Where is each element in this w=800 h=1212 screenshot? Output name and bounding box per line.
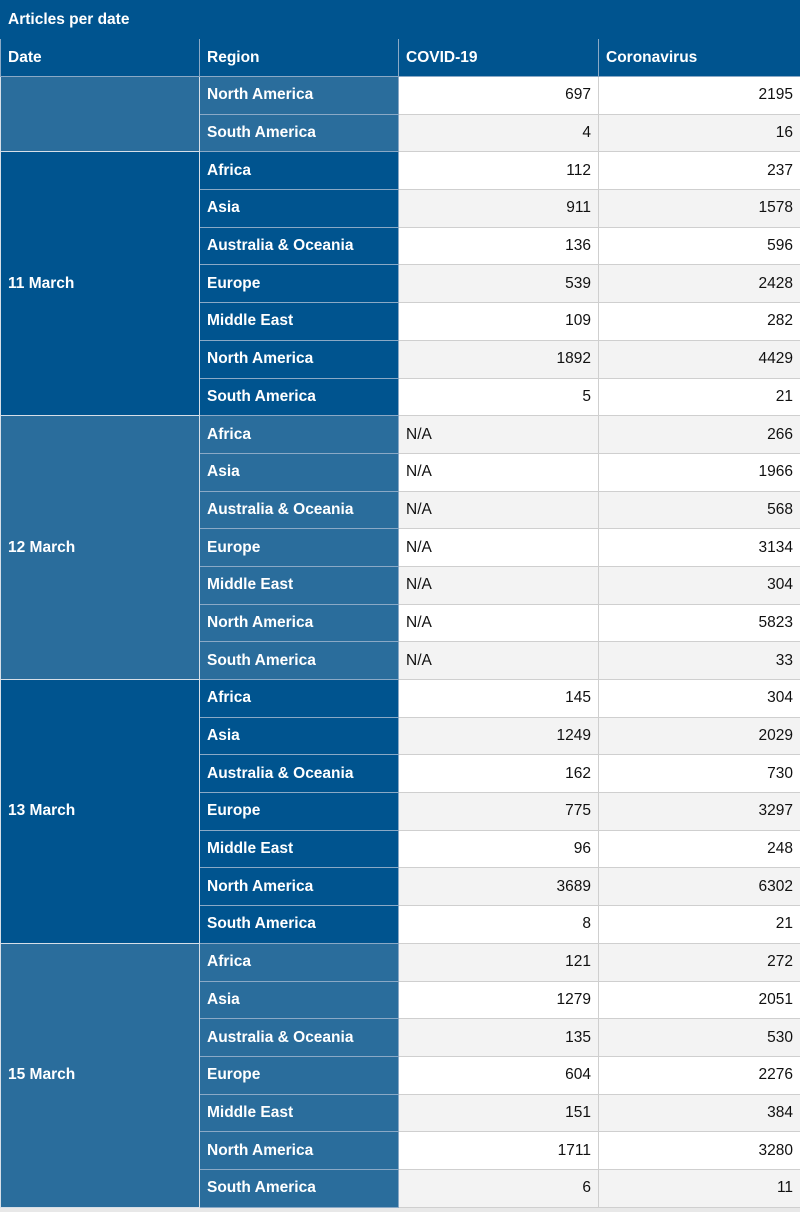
covid-19-count-cell: 1711 — [399, 1132, 599, 1170]
covid-19-count-cell: 604 — [399, 1056, 599, 1094]
coronavirus-count-cell: 6302 — [599, 868, 800, 906]
table-title: Articles per date — [1, 1, 800, 39]
covid-19-count-cell: N/A — [399, 566, 599, 604]
region-cell: North America — [200, 340, 399, 378]
coronavirus-count-cell: 1966 — [599, 453, 800, 491]
coronavirus-count-cell: 16 — [599, 114, 800, 152]
region-cell: South America — [200, 1169, 399, 1207]
coronavirus-count-cell: 304 — [599, 566, 800, 604]
covid-19-count-cell: N/A — [399, 529, 599, 567]
region-cell: Europe — [200, 265, 399, 303]
region-cell: North America — [200, 604, 399, 642]
coronavirus-count-cell: 2051 — [599, 981, 800, 1019]
covid-19-count-cell: 697 — [399, 77, 599, 115]
region-cell: Africa — [200, 152, 399, 190]
coronavirus-count-cell: 3134 — [599, 529, 800, 567]
covid-19-count-cell: 1249 — [399, 717, 599, 755]
coronavirus-count-cell: 21 — [599, 378, 800, 416]
region-cell: Asia — [200, 717, 399, 755]
column-header-coronavirus[interactable]: Coronavirus — [599, 39, 800, 77]
covid-19-count-cell: 1892 — [399, 340, 599, 378]
region-cell: Europe — [200, 793, 399, 831]
coronavirus-count-cell: 2276 — [599, 1056, 800, 1094]
date-cell: 12 March — [1, 416, 200, 680]
coronavirus-count-cell: 596 — [599, 227, 800, 265]
coronavirus-count-cell: 248 — [599, 830, 800, 868]
region-cell: Middle East — [200, 830, 399, 868]
covid-19-count-cell: 1279 — [399, 981, 599, 1019]
region-cell: Europe — [200, 1056, 399, 1094]
coronavirus-count-cell: 33 — [599, 642, 800, 680]
covid-19-count-cell: N/A — [399, 604, 599, 642]
covid-19-count-cell: 121 — [399, 943, 599, 981]
region-cell: North America — [200, 77, 399, 115]
table-row — [1, 943, 800, 981]
region-cell: Middle East — [200, 303, 399, 341]
table-row — [1, 77, 800, 115]
region-cell: South America — [200, 642, 399, 680]
covid-19-count-cell: 775 — [399, 793, 599, 831]
region-cell: Africa — [200, 943, 399, 981]
coronavirus-count-cell: 266 — [599, 416, 800, 454]
covid-19-count-cell: 96 — [399, 830, 599, 868]
coronavirus-count-cell: 282 — [599, 303, 800, 341]
region-cell: South America — [200, 378, 399, 416]
region-cell: Middle East — [200, 566, 399, 604]
covid-19-count-cell: N/A — [399, 453, 599, 491]
covid-19-count-cell: 136 — [399, 227, 599, 265]
date-cell: 11 March — [1, 152, 200, 416]
date-cell — [1, 77, 200, 152]
covid-19-count-cell: 112 — [399, 152, 599, 190]
covid-19-count-cell: 3689 — [399, 868, 599, 906]
region-cell: Africa — [200, 680, 399, 718]
region-cell: Australia & Oceania — [200, 755, 399, 793]
region-cell: South America — [200, 906, 399, 944]
coronavirus-count-cell: 1578 — [599, 190, 800, 228]
column-header-date[interactable]: Date — [1, 39, 200, 77]
date-cell: 13 March — [1, 680, 200, 944]
covid-19-count-cell: 162 — [399, 755, 599, 793]
coronavirus-count-cell: 3297 — [599, 793, 800, 831]
region-cell: North America — [200, 868, 399, 906]
covid-19-count-cell: 109 — [399, 303, 599, 341]
region-cell: Australia & Oceania — [200, 227, 399, 265]
region-cell: Europe — [200, 529, 399, 567]
table-header-row — [1, 39, 800, 77]
region-cell: Africa — [200, 416, 399, 454]
coronavirus-count-cell: 272 — [599, 943, 800, 981]
covid-19-count-cell: N/A — [399, 416, 599, 454]
coronavirus-count-cell: 2195 — [599, 77, 800, 115]
covid-19-count-cell: 8 — [399, 906, 599, 944]
coronavirus-count-cell: 2029 — [599, 717, 800, 755]
coronavirus-count-cell: 21 — [599, 906, 800, 944]
covid-19-count-cell: 5 — [399, 378, 599, 416]
region-cell: Australia & Oceania — [200, 491, 399, 529]
region-cell: North America — [200, 1132, 399, 1170]
column-header-region[interactable]: Region — [200, 39, 399, 77]
covid-19-count-cell: N/A — [399, 491, 599, 529]
covid-19-count-cell: 4 — [399, 114, 599, 152]
coronavirus-count-cell: 304 — [599, 680, 800, 718]
table-title-row — [1, 1, 800, 39]
coronavirus-count-cell: 730 — [599, 755, 800, 793]
table-row — [1, 152, 800, 190]
covid-19-count-cell: 151 — [399, 1094, 599, 1132]
table-bottom-divider — [0, 1208, 800, 1212]
region-cell: Asia — [200, 190, 399, 228]
covid-19-count-cell: 135 — [399, 1019, 599, 1057]
covid-19-count-cell: N/A — [399, 642, 599, 680]
date-cell: 15 March — [1, 943, 200, 1207]
column-header-covid-19[interactable]: COVID-19 — [399, 39, 599, 77]
coronavirus-count-cell: 2428 — [599, 265, 800, 303]
table-row — [1, 416, 800, 454]
region-cell: South America — [200, 114, 399, 152]
coronavirus-count-cell: 3280 — [599, 1132, 800, 1170]
coronavirus-count-cell: 5823 — [599, 604, 800, 642]
table-body — [1, 77, 800, 1208]
coronavirus-count-cell: 4429 — [599, 340, 800, 378]
region-cell: Asia — [200, 453, 399, 491]
covid-19-count-cell: 6 — [399, 1169, 599, 1207]
region-cell: Australia & Oceania — [200, 1019, 399, 1057]
coronavirus-count-cell: 11 — [599, 1169, 800, 1207]
coronavirus-count-cell: 530 — [599, 1019, 800, 1057]
table-row — [1, 680, 800, 718]
coronavirus-count-cell: 384 — [599, 1094, 800, 1132]
covid-19-count-cell: 539 — [399, 265, 599, 303]
covid-19-count-cell: 145 — [399, 680, 599, 718]
coronavirus-count-cell: 237 — [599, 152, 800, 190]
coronavirus-count-cell: 568 — [599, 491, 800, 529]
covid-19-count-cell: 911 — [399, 190, 599, 228]
region-cell: Asia — [200, 981, 399, 1019]
region-cell: Middle East — [200, 1094, 399, 1132]
